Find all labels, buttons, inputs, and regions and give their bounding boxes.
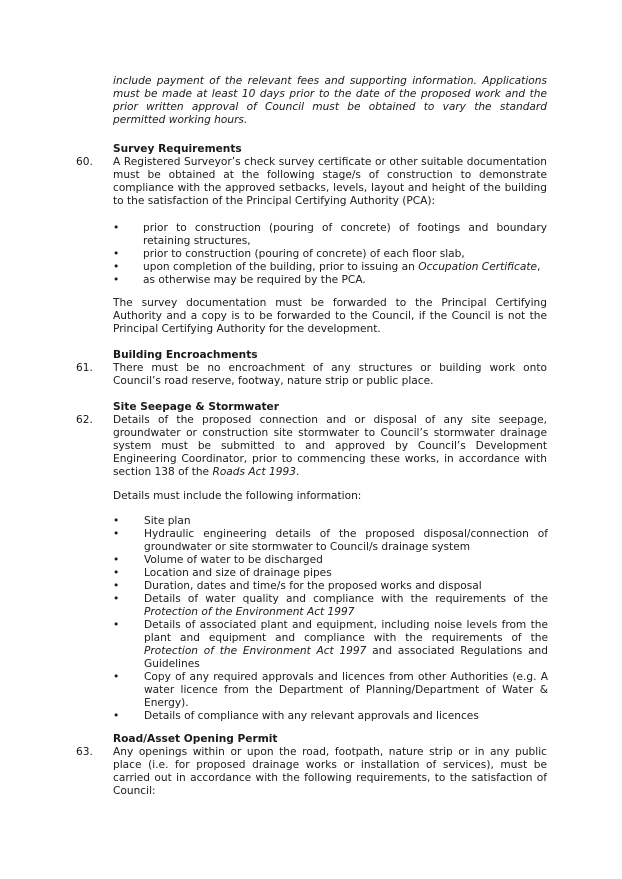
bullet-marker: • bbox=[113, 554, 120, 566]
heading-building-encroachments: Building Encroachments bbox=[113, 349, 258, 361]
heading-site-seepage: Site Seepage & Stormwater bbox=[113, 401, 279, 413]
seepage-paragraph: Details of the proposed connection and or disposal of any site seepage, groundwater or construction site stormwater to Council’s stormwater drainage system must be submitted to and approved by Council’s Development Engineering Coordinator, prior to commencing these works, in accordance with section 138 of the Roads Act 1993. bbox=[113, 414, 547, 479]
seepage-bullet-7: Details of associated plant and equipment, including noise levels from the plant and equipment and compliance with the requirements of the Protection of the Environment Act 1997 and associated Regulations and Guidelines bbox=[144, 619, 548, 671]
encroachment-paragraph: There must be no encroachment of any structures or building work onto Council’s road reserve, footway, nature strip or public place. bbox=[113, 362, 547, 388]
condition-number-61: 61. bbox=[76, 362, 93, 374]
condition-number-60: 60. bbox=[76, 156, 93, 168]
bullet-marker: • bbox=[113, 222, 120, 234]
heading-road-asset-opening: Road/Asset Opening Permit bbox=[113, 733, 278, 745]
heading-survey-requirements: Survey Requirements bbox=[113, 143, 242, 155]
road-opening-paragraph: Any openings within or upon the road, footpath, nature strip or in any public place (i.e. for proposed drainage works or installation of services), must be carried out in accordance with the following requirements, to the satisfaction of Council: bbox=[113, 746, 547, 798]
seepage-bullet-5: Duration, dates and time/s for the proposed works and disposal bbox=[144, 580, 482, 592]
survey-bullet-2: prior to construction (pouring of concrete) of each floor slab, bbox=[143, 248, 465, 260]
seepage-bullet-8: Copy of any required approvals and licences from other Authorities (e.g. A water licence from the Department of Planning/Department of Water & Energy). bbox=[144, 671, 548, 710]
bullet-marker: • bbox=[113, 515, 120, 527]
bullet-marker: • bbox=[113, 248, 120, 260]
seepage-bullet-6: Details of water quality and compliance with the requirements of the Protection of the Environment Act 1997 bbox=[144, 593, 548, 619]
survey-bullet-3: upon completion of the building, prior to issuing an Occupation Certificate, bbox=[143, 261, 541, 273]
seepage-bullet-3: Volume of water to be discharged bbox=[144, 554, 323, 566]
bullet-marker: • bbox=[113, 580, 120, 592]
condition-number-63: 63. bbox=[76, 746, 93, 758]
survey-paragraph: A Registered Surveyor’s check survey certificate or other suitable documentation must be obtained at the following stage/s of construction to demonstrate compliance with the approved setbacks, levels, layout and height of the building to the satisfaction of the Principal Certifying Authority (PCA): bbox=[113, 156, 547, 208]
condition-number-62: 62. bbox=[76, 414, 93, 426]
seepage-bullet-9: Details of compliance with any relevant approvals and licences bbox=[144, 710, 479, 722]
seepage-bullet-4: Location and size of drainage pipes bbox=[144, 567, 332, 579]
seepage-bullet-2: Hydraulic engineering details of the proposed disposal/connection of groundwater or site stormwater to Council/s drainage system bbox=[144, 528, 548, 554]
survey-bullet-1: prior to construction (pouring of concrete) of footings and boundary retaining structures, bbox=[143, 222, 547, 248]
intro-paragraph: include payment of the relevant fees and supporting information. Applications must be made at least 10 days prior to the date of the proposed work and the prior written approval of Council must be obtained to vary the standard permitted working hours. bbox=[113, 75, 547, 127]
bullet-marker: • bbox=[113, 619, 120, 631]
bullet-marker: • bbox=[113, 274, 120, 286]
bullet-marker: • bbox=[113, 593, 120, 605]
survey-bullet-4: as otherwise may be required by the PCA. bbox=[143, 274, 366, 286]
bullet-marker: • bbox=[113, 261, 120, 273]
bullet-marker: • bbox=[113, 567, 120, 579]
bullet-marker: • bbox=[113, 671, 120, 683]
bullet-marker: • bbox=[113, 528, 120, 540]
details-intro: Details must include the following information: bbox=[113, 490, 362, 502]
survey-documentation-paragraph: The survey documentation must be forwarded to the Principal Certifying Authority and a copy is to be forwarded to the Council, if the Council is not the Principal Certifying Authority for the development. bbox=[113, 297, 547, 336]
bullet-marker: • bbox=[113, 710, 120, 722]
seepage-bullet-1: Site plan bbox=[144, 515, 191, 527]
